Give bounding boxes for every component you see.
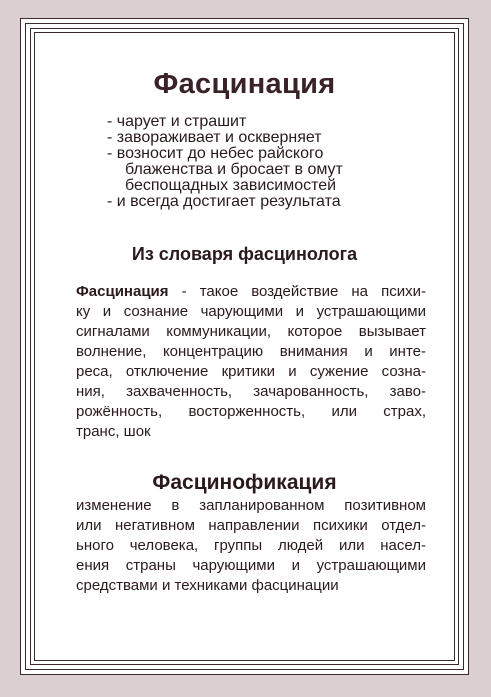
definition-line: - такое воздействие на психи- <box>168 283 426 300</box>
list-item: - возносит до небес райского <box>107 145 324 162</box>
fascinofication-line: ения страны чарующими и устрашающими <box>76 557 426 574</box>
definition-line: волнение, концентрацию внимания и инте- <box>76 343 426 360</box>
definition-line: ку и сознание чарующими и устрашающими <box>76 303 426 320</box>
fascinofication-line: ьного человека, группы людей или насел- <box>76 537 426 554</box>
definition-line: сигналами коммуникации, которое вызывает <box>76 323 426 340</box>
fascinofication-line: средствами и техниками фасцинации <box>76 577 339 594</box>
list-item: - чарует и страшит <box>107 113 247 130</box>
fascinofication-line: изменение в запланированном позитивном <box>76 497 426 514</box>
fascinofication-heading: Фасцинофикация <box>152 471 337 494</box>
definition-paragraph <box>76 282 426 442</box>
dictionary-heading: Из словаря фасцинолога <box>131 244 358 264</box>
definition-term: Фасцинация <box>76 283 169 300</box>
list-item: беспощадных зависимостей <box>125 177 337 194</box>
definition-line: рожённость, восторженность, или страх, <box>76 403 426 420</box>
definition-line: ния, захваченность, зачарованность, заво- <box>76 383 426 400</box>
list-item: блаженства и бросает в омут <box>125 161 343 178</box>
definition-line: реса, отключение критики и сужение созна- <box>76 363 426 380</box>
definition-line: транс, шок <box>76 423 151 440</box>
list-item: - и всегда достигает результата <box>107 193 341 210</box>
fascinofication-line: или негативном направлении психики отдел- <box>76 517 426 534</box>
poster-content <box>20 18 469 675</box>
page-title: Фасцинация <box>153 68 336 100</box>
fascinofication-paragraph <box>76 496 426 596</box>
feature-list <box>107 114 343 210</box>
list-item: - завораживает и оскверняет <box>107 129 322 146</box>
